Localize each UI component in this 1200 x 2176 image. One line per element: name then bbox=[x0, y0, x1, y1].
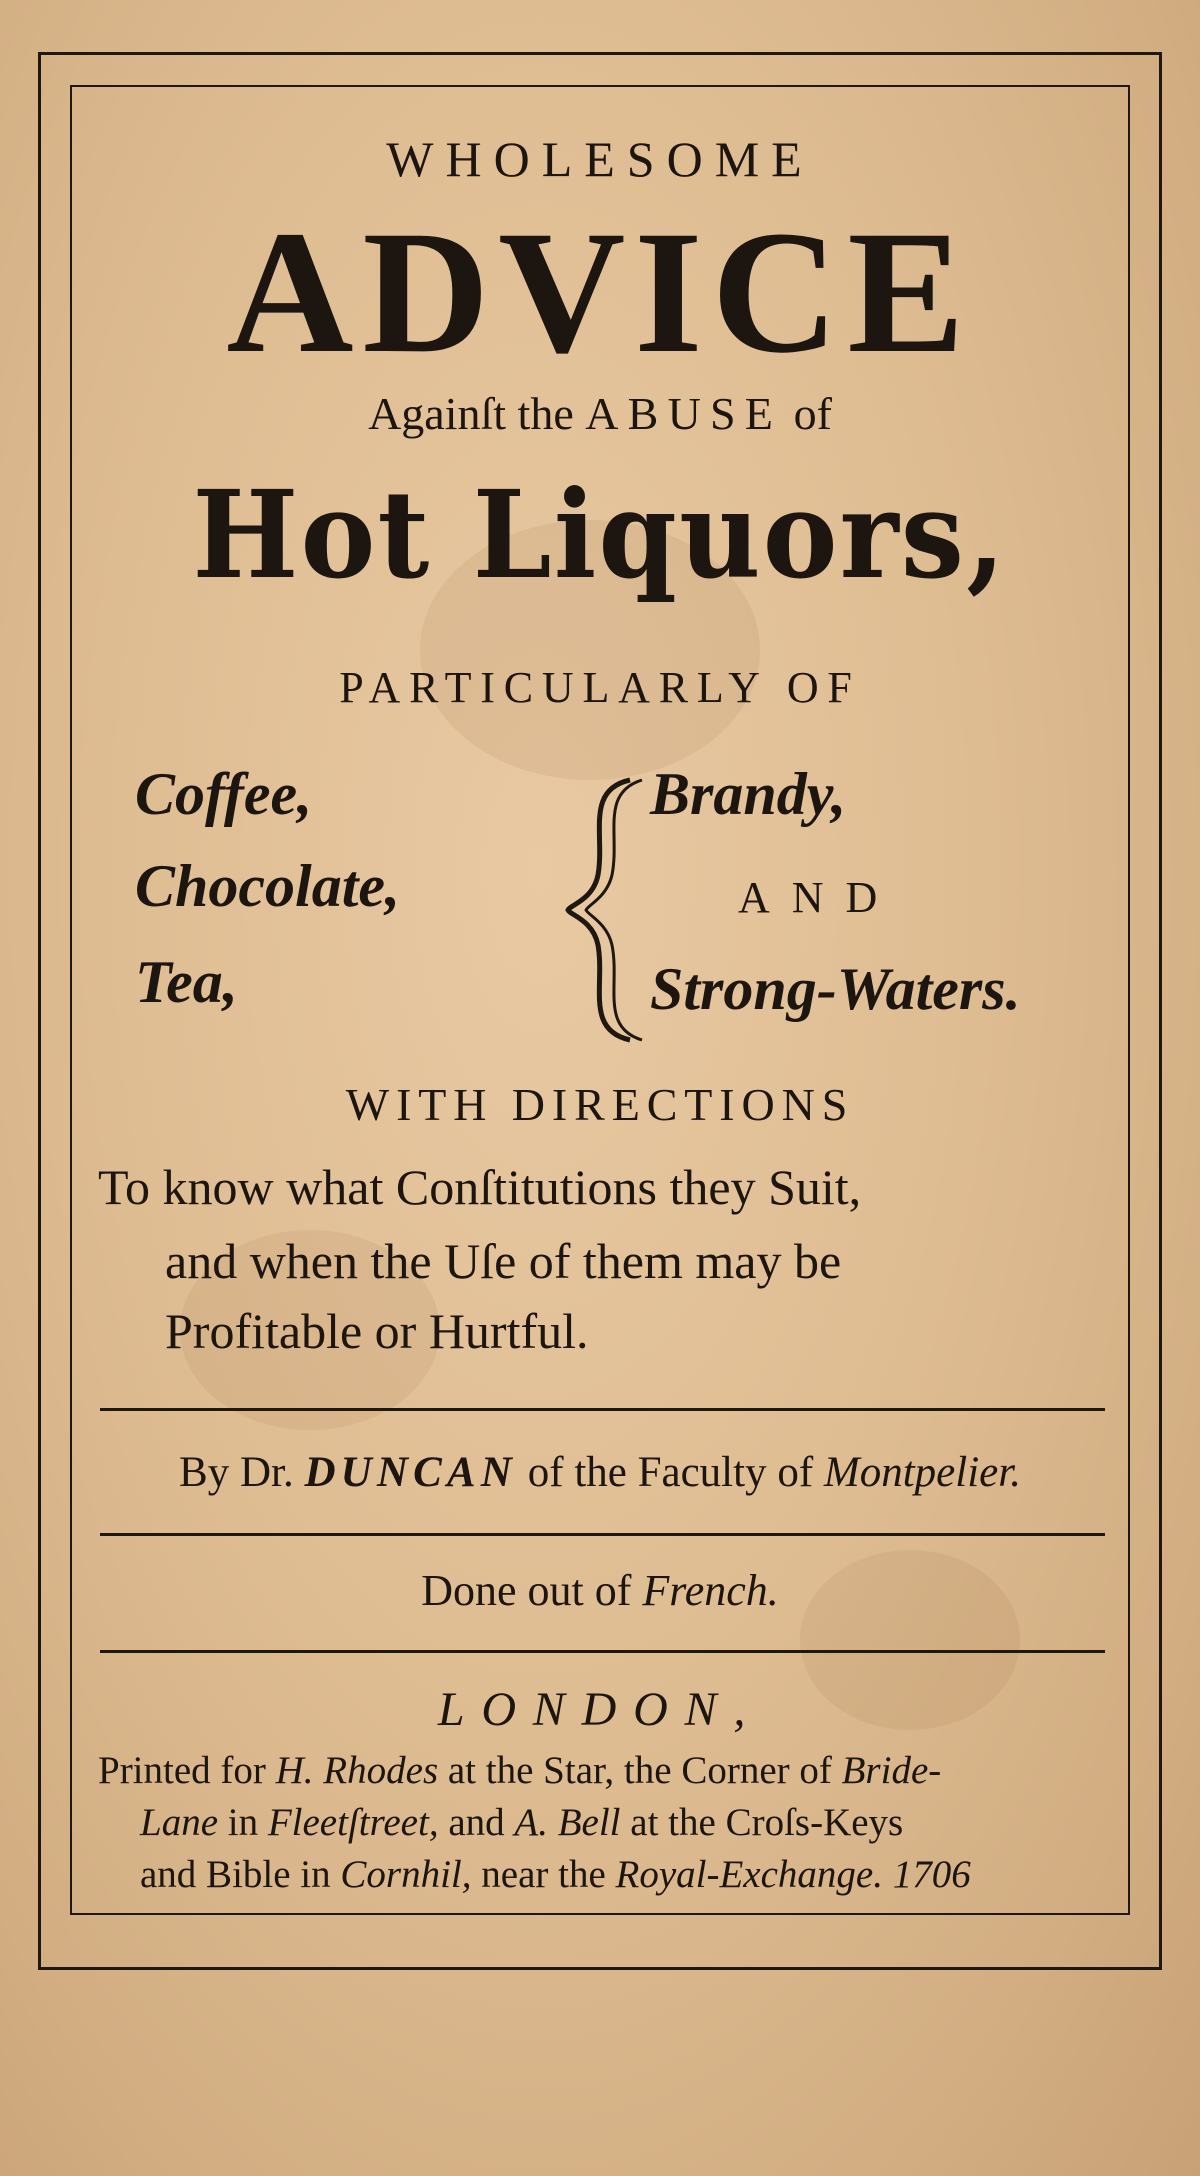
imprint-line-3 bbox=[140, 1852, 971, 1897]
imprint-text: Printed for bbox=[98, 1749, 266, 1792]
item-and: AND bbox=[738, 873, 900, 922]
imprint-place: Fleetſtreet, bbox=[267, 1801, 439, 1844]
brace-ornament bbox=[560, 775, 650, 1045]
author-mid: of the Faculty of bbox=[527, 1449, 814, 1496]
imprint-place: Lane bbox=[140, 1801, 218, 1844]
directions-heading: WITH DIRECTIONS bbox=[345, 1079, 855, 1130]
item-coffee: Coffee, bbox=[135, 761, 313, 827]
item-brandy: Brandy, bbox=[650, 761, 847, 827]
divider-rule bbox=[100, 1408, 1105, 1411]
of-text: of bbox=[793, 388, 832, 439]
imprint-printer: A. Bell bbox=[514, 1801, 621, 1844]
imprint-text: in bbox=[227, 1801, 259, 1844]
translation-line bbox=[70, 1565, 1130, 1616]
author-name: DUNCAN bbox=[304, 1449, 517, 1496]
directions-line-3: Profitable or Hurtful. bbox=[165, 1303, 589, 1359]
title-line-wholesome: WHOLESOME bbox=[386, 131, 814, 187]
imprint-text: and Bible in bbox=[140, 1853, 331, 1896]
translation-prefix: Done out of bbox=[421, 1566, 632, 1615]
imprint-place: Bride- bbox=[841, 1749, 942, 1792]
author-line bbox=[70, 1448, 1130, 1497]
author-prefix: By Dr. bbox=[179, 1449, 294, 1496]
item-tea: Tea, bbox=[135, 949, 238, 1015]
imprint-place: Cornhil, bbox=[340, 1853, 472, 1896]
divider-rule bbox=[100, 1650, 1105, 1653]
imprint-place: Royal-Exchange. bbox=[615, 1853, 883, 1896]
imprint-printer: H. Rhodes bbox=[275, 1749, 439, 1792]
item-strong-waters: Strong-Waters. bbox=[650, 956, 1021, 1022]
title-line-hot-liquors: Hot Liquors, bbox=[192, 464, 1008, 607]
abuse-text: ABUSE bbox=[585, 388, 783, 439]
title-line-particularly: PARTICULARLY OF bbox=[339, 663, 861, 712]
imprint-line-2 bbox=[140, 1800, 903, 1845]
imprint-text: at the Croſs-Keys bbox=[630, 1801, 904, 1844]
against-text: Againſt the bbox=[368, 388, 574, 439]
imprint-city: LONDON, bbox=[437, 1683, 763, 1736]
author-place: Montpelier. bbox=[823, 1449, 1021, 1496]
title-line-advice: ADVICE bbox=[226, 195, 974, 390]
translation-language: French. bbox=[642, 1566, 779, 1615]
imprint-year: 1706 bbox=[892, 1853, 971, 1896]
divider-rule bbox=[100, 1533, 1105, 1536]
imprint-text: and bbox=[448, 1801, 505, 1844]
imprint-text: near the bbox=[481, 1853, 606, 1896]
imprint-line-1 bbox=[98, 1748, 941, 1793]
imprint-text: at the Star, the Corner of bbox=[447, 1749, 832, 1792]
item-chocolate: Chocolate, bbox=[135, 853, 400, 919]
directions-line-2: and when the Uſe of them may be bbox=[165, 1233, 842, 1289]
directions-line-1: To know what Conſtitutions they Suit, bbox=[98, 1159, 862, 1215]
title-line-against-abuse bbox=[70, 387, 1130, 440]
